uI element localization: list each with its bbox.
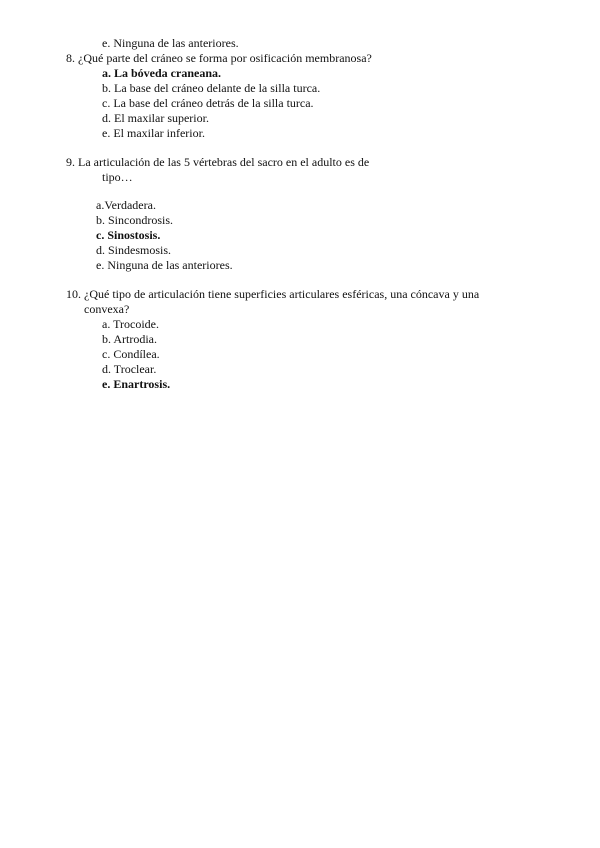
q9-option-e: e. Ninguna de las anteriores. (96, 258, 233, 272)
q10-option-a: a. Trocoide. (102, 317, 159, 331)
q10-option-b: b. Artrodia. (102, 332, 157, 346)
q10-option-e: e. Enartrosis. (102, 377, 171, 391)
q10-option-c: c. Condílea. (102, 347, 160, 361)
q9-option-c: c. Sinostosis. (96, 228, 161, 242)
q10-option-d: d. Troclear. (102, 362, 157, 376)
q8-option-c: c. La base del cráneo detrás de la silla turca. (102, 96, 314, 110)
q9-option-b: b. Sincondrosis. (96, 213, 174, 227)
q8-option-e: e. El maxilar inferior. (102, 126, 205, 140)
q8-question: 8. ¿Qué parte del cráneo se forma por osificación membranosa? (66, 51, 372, 65)
q8-option-a: a. La bóveda craneana. (102, 66, 222, 80)
q10-question: 10. ¿Qué tipo de articulación tiene superficies articulares esféricas, una cóncava y una (66, 287, 480, 301)
q8-option-d: d. El maxilar superior. (102, 111, 209, 125)
q8-option-b: b. La base del cráneo delante de la silla turca. (102, 81, 321, 95)
q9-question-continuation: tipo… (102, 170, 133, 184)
q9-option-d: d. Sindesmosis. (96, 243, 172, 257)
q9-option-a: a.Verdadera. (96, 198, 156, 212)
q7-option-e: e. Ninguna de las anteriores. (102, 36, 239, 50)
q10-question-continuation: convexa? (84, 302, 130, 316)
q9-question: 9. La articulación de las 5 vértebras del sacro en el adulto es de (66, 155, 370, 169)
